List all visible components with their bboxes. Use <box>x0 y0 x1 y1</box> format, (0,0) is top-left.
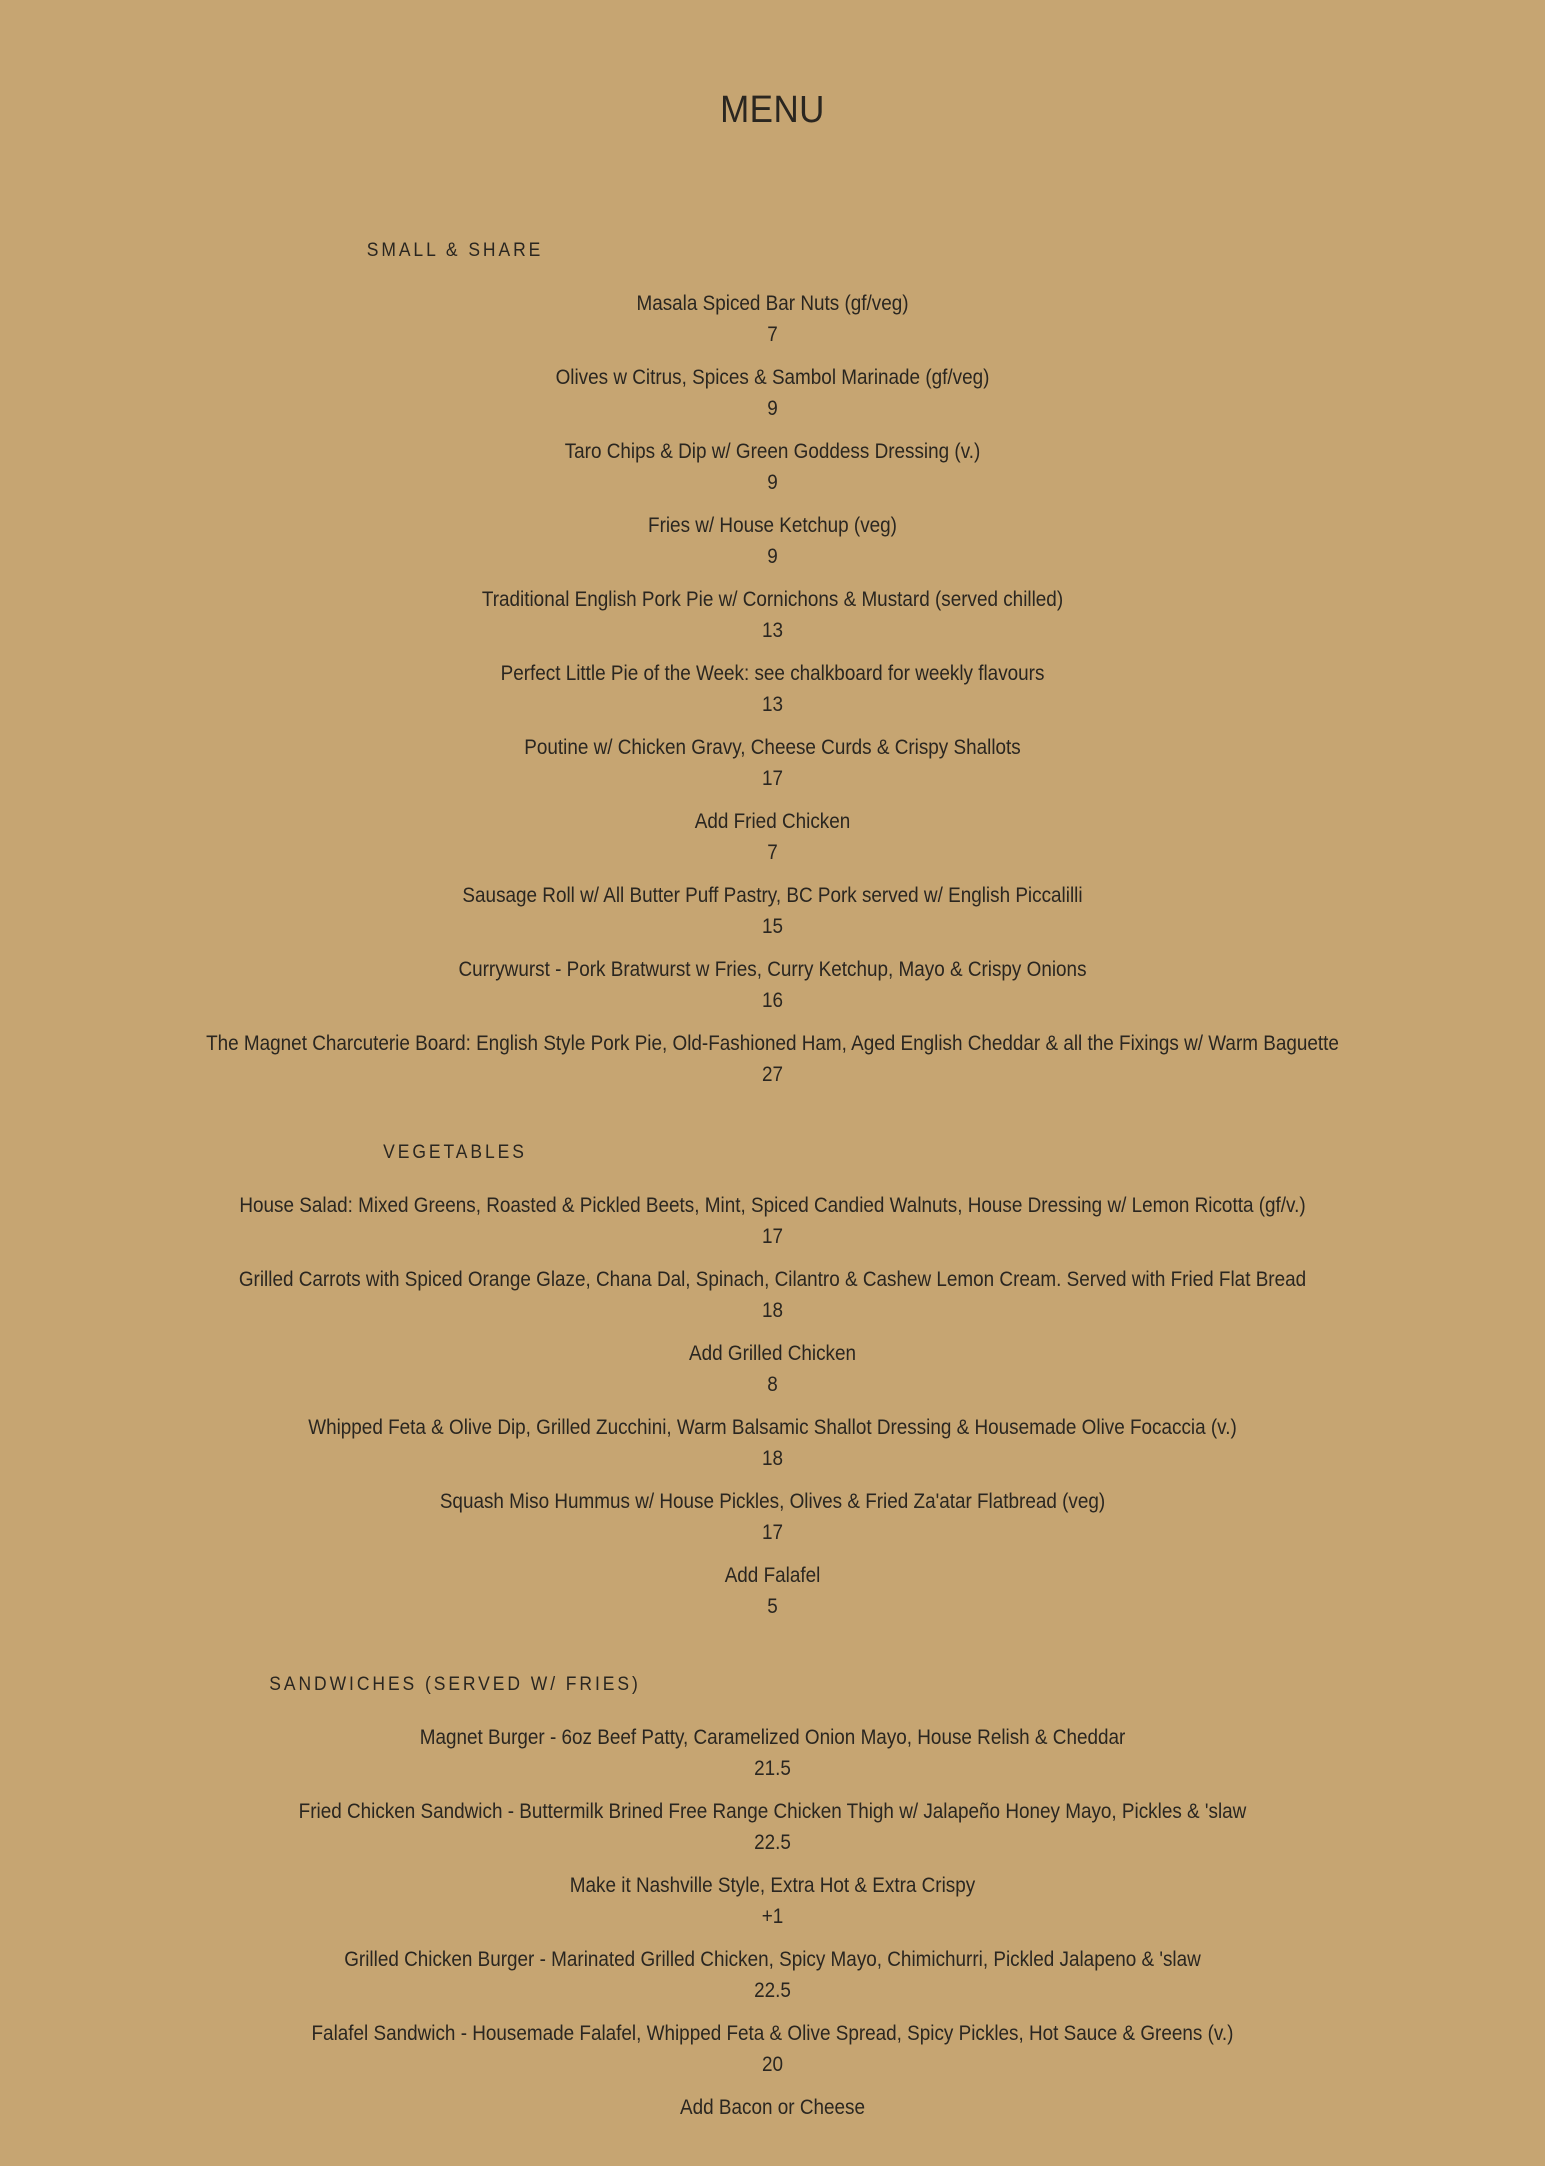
item-price: 13 <box>761 619 784 642</box>
item-price: 9 <box>767 397 778 420</box>
item-name: Squash Miso Hummus w/ House Pickles, Olives & Fried Za'atar Flatbread (veg) <box>439 1490 1106 1513</box>
menu-item <box>0 1190 1545 1264</box>
item-price: 9 <box>767 545 778 568</box>
menu-item <box>0 1338 1545 1412</box>
menu-item <box>0 1944 1545 2018</box>
menu-item <box>0 2092 1545 2166</box>
item-name: Perfect Little Pie of the Week: see chalkboard for weekly flavours <box>500 662 1045 685</box>
menu-item <box>0 362 1545 436</box>
section-heading: SMALL & SHARE <box>366 240 544 261</box>
menu-item <box>0 806 1545 880</box>
item-price: 8 <box>767 1373 778 1396</box>
menu-item <box>0 1412 1545 1486</box>
menu-item <box>0 1722 1545 1796</box>
item-price: 20 <box>761 2053 784 2076</box>
item-price: 21.5 <box>754 1757 791 1780</box>
item-name: Make it Nashville Style, Extra Hot & Extra Crispy <box>569 1874 976 1897</box>
item-name: Fries w/ House Ketchup (veg) <box>648 514 897 537</box>
item-name: Grilled Chicken Burger - Marinated Grilled Chicken, Spicy Mayo, Chimichurri, Pickled Jalapeno & 'slaw <box>344 1948 1201 1971</box>
item-price: +1 <box>761 1905 784 1928</box>
item-price: 17 <box>761 767 784 790</box>
item-name: Add Bacon or Cheese <box>680 2096 865 2119</box>
menu-title: MENU <box>720 89 825 131</box>
item-price: 16 <box>761 989 784 1012</box>
item-name: Olives w Citrus, Spices & Sambol Marinade (gf/veg) <box>555 366 990 389</box>
item-price: 22.5 <box>754 1979 791 2002</box>
item-name: Fried Chicken Sandwich - Buttermilk Brined Free Range Chicken Thigh w/ Jalapeño Honey Mayo, Pickles & 'slaw <box>298 1800 1247 1823</box>
item-name: Poutine w/ Chicken Gravy, Cheese Curds & Crispy Shallots <box>524 736 1021 759</box>
item-price: 22.5 <box>754 1831 791 1854</box>
menu-item <box>0 1560 1545 1634</box>
item-name: Sausage Roll w/ All Butter Puff Pastry, BC Pork served w/ English Piccalilli <box>462 884 1083 907</box>
menu-item <box>0 288 1545 362</box>
item-list <box>0 1722 1545 2166</box>
item-name: House Salad: Mixed Greens, Roasted & Pickled Beets, Mint, Spiced Candied Walnuts, House Dressing w/ Lemon Ricotta (gf/v.) <box>239 1194 1306 1217</box>
item-name: Whipped Feta & Olive Dip, Grilled Zucchini, Warm Balsamic Shallot Dressing & Housemade Olive Focaccia (v.) <box>308 1416 1237 1439</box>
section-heading: VEGETABLES <box>383 1142 527 1163</box>
item-price: 13 <box>761 693 784 716</box>
item-name: Magnet Burger - 6oz Beef Patty, Caramelized Onion Mayo, House Relish & Cheddar <box>419 1726 1126 1749</box>
menu-item <box>0 1028 1545 1102</box>
menu-item <box>0 658 1545 732</box>
item-name: Add Falafel <box>724 1564 821 1587</box>
menu-item <box>0 510 1545 584</box>
item-price: 7 <box>767 323 778 346</box>
item-name: Traditional English Pork Pie w/ Cornichons & Mustard (served chilled) <box>481 588 1064 611</box>
menu-item <box>0 732 1545 806</box>
item-price: 5 <box>767 1595 778 1618</box>
item-price: 9 <box>767 471 778 494</box>
menu-item <box>0 954 1545 1028</box>
menu-item <box>0 2018 1545 2092</box>
menu-item <box>0 880 1545 954</box>
item-name: Add Fried Chicken <box>694 810 851 833</box>
item-price: 7 <box>767 841 778 864</box>
item-price: 17 <box>761 1521 784 1544</box>
item-price: 27 <box>761 1063 784 1086</box>
item-list <box>0 288 1545 1102</box>
item-name: Add Grilled Chicken <box>688 1342 857 1365</box>
section-heading: SANDWICHES (SERVED W/ FRIES) <box>269 1674 641 1695</box>
item-name: Grilled Carrots with Spiced Orange Glaze, Chana Dal, Spinach, Cilantro & Cashew Lemon Cream. Served with Fried Flat Bread <box>238 1268 1307 1291</box>
menu-item <box>0 1486 1545 1560</box>
menu-item <box>0 436 1545 510</box>
item-price: 18 <box>761 1299 784 1322</box>
item-price: 15 <box>761 915 784 938</box>
item-price: 17 <box>761 1225 784 1248</box>
menu-item <box>0 1796 1545 1870</box>
item-name: Currywurst - Pork Bratwurst w Fries, Curry Ketchup, Mayo & Crispy Onions <box>458 958 1087 981</box>
menu-item <box>0 584 1545 658</box>
item-name: Taro Chips & Dip w/ Green Goddess Dressing (v.) <box>564 440 981 463</box>
item-name: Masala Spiced Bar Nuts (gf/veg) <box>636 292 909 315</box>
menu-item <box>0 1264 1545 1338</box>
menu-item <box>0 1870 1545 1944</box>
item-name: Falafel Sandwich - Housemade Falafel, Whipped Feta & Olive Spread, Spicy Pickles, Hot Sauce & Greens (v.) <box>311 2022 1234 2045</box>
item-list <box>0 1190 1545 1634</box>
item-name: The Magnet Charcuterie Board: English Style Pork Pie, Old-Fashioned Ham, Aged English Cheddar & all the Fixings w/ Warm Baguette <box>206 1032 1339 1055</box>
item-price: 18 <box>761 1447 784 1470</box>
